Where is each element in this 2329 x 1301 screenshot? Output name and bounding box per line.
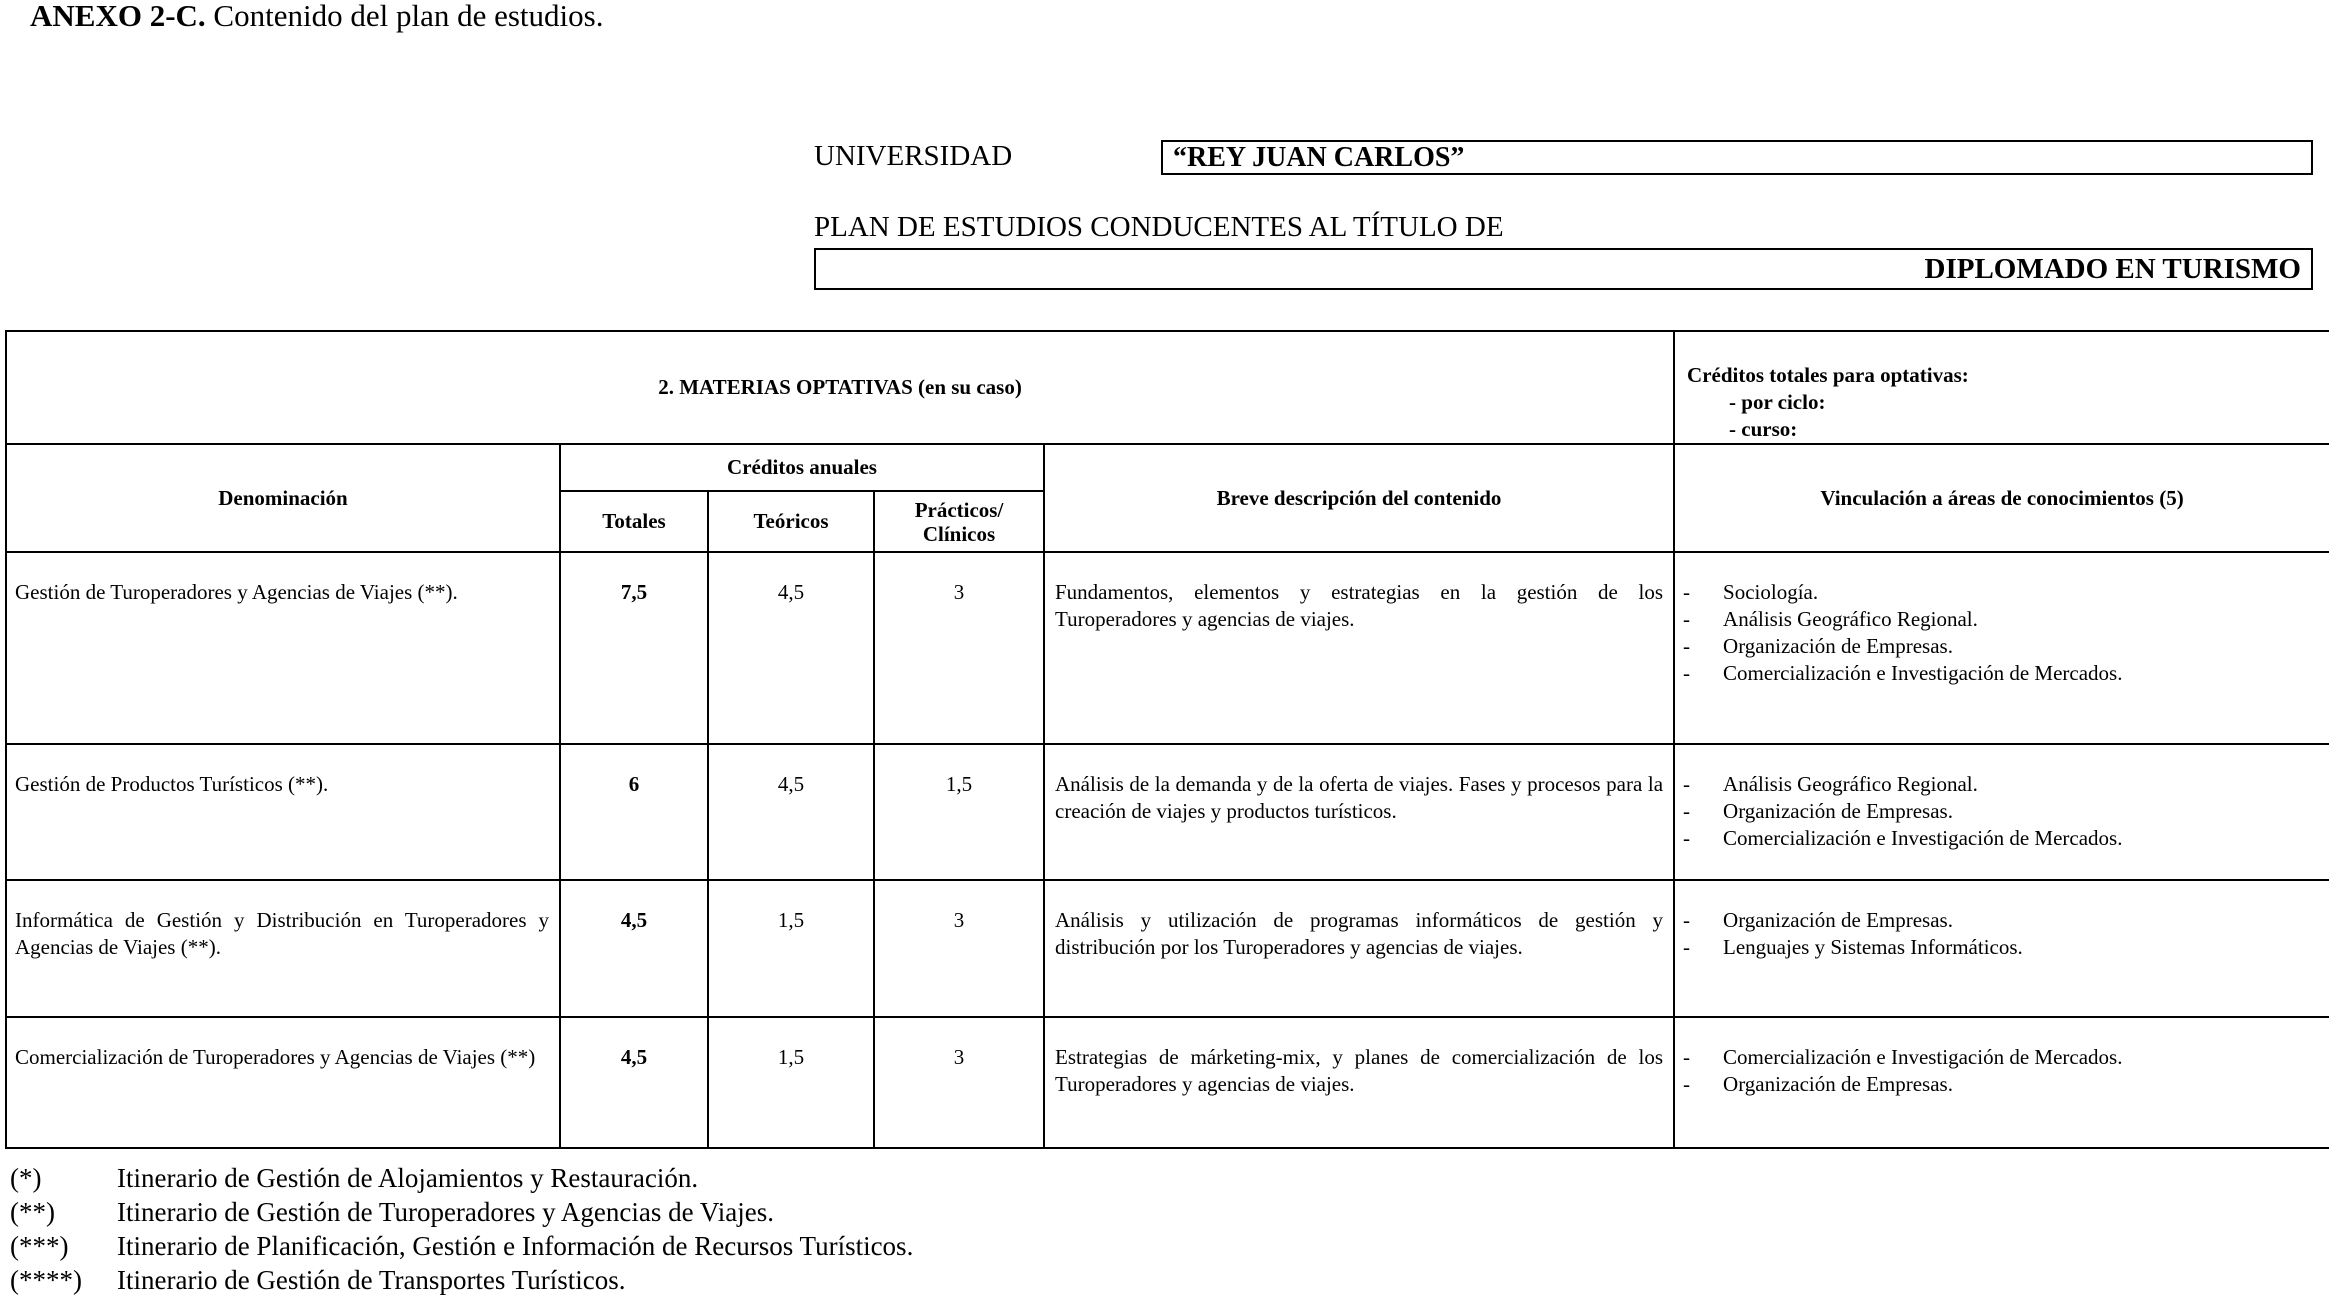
area-dash: -	[1683, 607, 1691, 631]
area-text: Comercialización e Investigación de Mercados.	[1723, 1045, 2123, 1069]
footnote-key: (***)	[10, 1231, 69, 1261]
footnote	[10, 1263, 913, 1297]
cell-totales: 7,5	[560, 552, 708, 744]
area-item	[1683, 660, 2325, 687]
area-dash: -	[1683, 908, 1691, 932]
area-text: Organización de Empresas.	[1723, 799, 1953, 823]
col-practicos-line2: Clínicos	[922, 521, 996, 546]
area-text: Lenguajes y Sistemas Informáticos.	[1723, 935, 2023, 959]
footnote	[10, 1229, 913, 1263]
area-text: Análisis Geográfico Regional.	[1723, 772, 1978, 796]
area-text: Organización de Empresas.	[1723, 908, 1953, 932]
cell-practicos: 1,5	[874, 744, 1044, 880]
area-text: Comercialización e Investigación de Mercados.	[1723, 661, 2123, 685]
area-dash: -	[1683, 826, 1691, 850]
cell-teoricos: 4,5	[708, 744, 874, 880]
section-title: 2. MATERIAS OPTATIVAS (en su caso)	[6, 331, 1674, 444]
area-dash: -	[1683, 634, 1691, 658]
cell-totales: 4,5	[560, 1017, 708, 1148]
footnote-key: (****)	[10, 1265, 82, 1295]
cell-practicos: 3	[874, 880, 1044, 1017]
cell-denominacion: Informática de Gestión y Distribución en Turoperadores y Agencias de Viajes (**).	[6, 880, 560, 1017]
cell-descripcion: Fundamentos, elementos y estrategias en la gestión de los Turoperadores y agencias de viajes.	[1044, 552, 1674, 744]
footnote-text: Itinerario de Gestión de Turoperadores y Agencias de Viajes.	[117, 1197, 774, 1227]
footnote-key: (**)	[10, 1197, 55, 1227]
area-dash: -	[1683, 1045, 1691, 1069]
footnote-key: (*)	[10, 1163, 42, 1193]
university-name: “REY JUAN CARLOS”	[1161, 140, 2313, 175]
area-text: Comercialización e Investigación de Mercados.	[1723, 826, 2123, 850]
col-denominacion: Denominación	[6, 444, 560, 552]
cell-teoricos: 1,5	[708, 1017, 874, 1148]
area-text: Análisis Geográfico Regional.	[1723, 607, 1978, 631]
table-row	[6, 744, 2329, 880]
col-totales: Totales	[560, 491, 708, 552]
area-item	[1683, 934, 2325, 961]
col-teoricos: Teóricos	[708, 491, 874, 552]
area-item	[1683, 771, 2325, 798]
cell-areas	[1674, 880, 2329, 1017]
footnote	[10, 1195, 913, 1229]
cell-areas	[1674, 1017, 2329, 1148]
cell-teoricos: 1,5	[708, 880, 874, 1017]
plan-label: PLAN DE ESTUDIOS CONDUCENTES AL TÍTULO DE	[814, 211, 1504, 243]
cell-areas	[1674, 552, 2329, 744]
area-item	[1683, 606, 2325, 633]
col-practicos-line1: Prácticos/	[914, 497, 1004, 522]
area-item	[1683, 1044, 2325, 1071]
area-item	[1683, 825, 2325, 852]
page-heading	[30, 0, 603, 34]
col-descripcion: Breve descripción del contenido	[1044, 444, 1674, 552]
credits-total-header	[1674, 331, 2329, 444]
area-item	[1683, 907, 2325, 934]
area-dash: -	[1683, 772, 1691, 796]
heading-rest: Contenido del plan de estudios.	[205, 0, 604, 33]
area-dash: -	[1683, 1072, 1691, 1096]
cell-descripcion: Estrategias de márketing-mix, y planes de comercialización de los Turoperadores y agencias de viajes.	[1044, 1017, 1674, 1148]
area-dash: -	[1683, 799, 1691, 823]
col-areas: Vinculación a áreas de conocimientos (5)	[1674, 444, 2329, 552]
credits-cycle: - por ciclo:	[1729, 390, 1826, 414]
table-row	[6, 880, 2329, 1017]
table-row	[6, 552, 2329, 744]
area-item	[1683, 798, 2325, 825]
area-dash: -	[1683, 580, 1691, 604]
university-label: UNIVERSIDAD	[814, 140, 1013, 172]
cell-practicos: 3	[874, 552, 1044, 744]
area-item	[1683, 633, 2325, 660]
cell-areas	[1674, 744, 2329, 880]
table-row	[6, 1017, 2329, 1148]
area-text: Sociología.	[1723, 580, 1819, 604]
credits-course: - curso:	[1729, 417, 1798, 441]
area-dash: -	[1683, 661, 1691, 685]
footnote-text: Itinerario de Gestión de Transportes Turísticos.	[117, 1265, 626, 1295]
area-text: Organización de Empresas.	[1723, 1072, 1953, 1096]
cell-totales: 6	[560, 744, 708, 880]
cell-descripcion: Análisis y utilización de programas informáticos de gestión y distribución por los Turoperadores y agencias de viajes.	[1044, 880, 1674, 1017]
credits-total-label: Créditos totales para optativas:	[1687, 363, 1969, 387]
optional-subjects-table	[5, 330, 2329, 1149]
footnotes	[10, 1161, 913, 1297]
cell-denominacion: Gestión de Turoperadores y Agencias de Viajes (**).	[6, 552, 560, 744]
footnote-text: Itinerario de Gestión de Alojamientos y Restauración.	[117, 1163, 699, 1193]
area-text: Organización de Empresas.	[1723, 634, 1953, 658]
footnote	[10, 1161, 913, 1195]
cell-denominacion: Gestión de Productos Turísticos (**).	[6, 744, 560, 880]
cell-totales: 4,5	[560, 880, 708, 1017]
col-practicos	[874, 491, 1044, 552]
cell-teoricos: 4,5	[708, 552, 874, 744]
footnote-text: Itinerario de Planificación, Gestión e Información de Recursos Turísticos.	[117, 1231, 914, 1261]
area-item	[1683, 1071, 2325, 1098]
heading-bold: ANEXO 2-C.	[30, 0, 206, 33]
cell-denominacion: Comercialización de Turoperadores y Agencias de Viajes (**)	[6, 1017, 560, 1148]
area-item	[1683, 579, 2325, 606]
degree-title: DIPLOMADO EN TURISMO	[814, 248, 2313, 290]
table-body	[6, 552, 2329, 1148]
area-dash: -	[1683, 935, 1691, 959]
cell-practicos: 3	[874, 1017, 1044, 1148]
col-creditos-anuales: Créditos anuales	[560, 444, 1044, 491]
cell-descripcion: Análisis de la demanda y de la oferta de viajes. Fases y procesos para la creación de viajes y productos turísticos.	[1044, 744, 1674, 880]
